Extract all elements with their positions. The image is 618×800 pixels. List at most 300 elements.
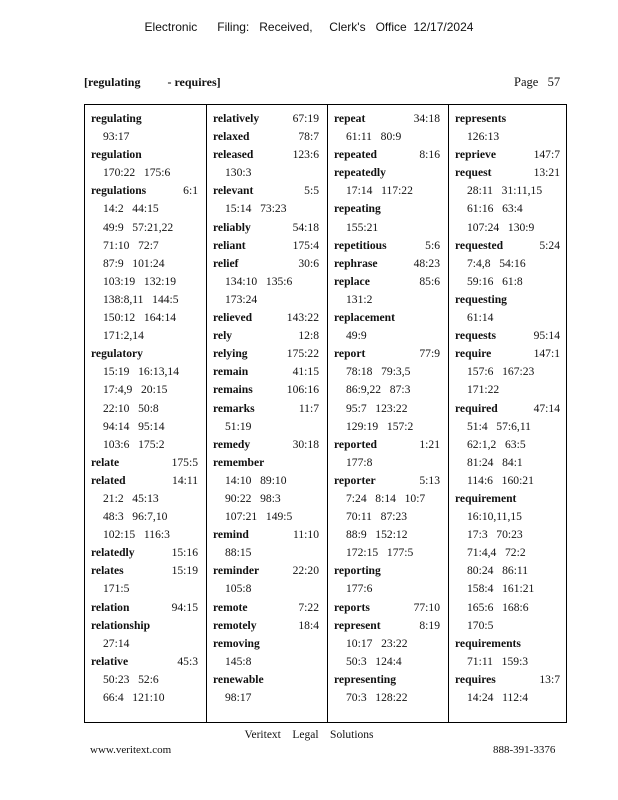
entry-headword-row [455, 671, 562, 689]
entry-headword-row [455, 110, 562, 128]
page-line-references: 102:15 116:3 [103, 528, 170, 542]
entry-headword-row [213, 327, 321, 345]
page-line-references: 177:8 [346, 455, 373, 469]
index-column-1 [85, 105, 206, 722]
index-entry [91, 182, 200, 345]
index-term: relation [91, 600, 130, 614]
index-term: requested [455, 238, 504, 252]
footer-phone: 888-391-3376 [493, 744, 556, 756]
index-term: reports [334, 600, 370, 614]
entry-headword-row [91, 182, 200, 200]
index-term: renewable [213, 672, 264, 686]
index-entry [334, 617, 442, 671]
index-term: regulation [91, 148, 142, 162]
page-line-reference: 77:9 [419, 347, 440, 361]
index-term: requests [455, 329, 497, 343]
page-number: Page 57 [514, 75, 561, 89]
page-line-reference: 18:4 [298, 618, 319, 632]
entry-headword-row [334, 255, 442, 273]
page-line-reference: 8:19 [419, 618, 440, 632]
page-line-reference: 8:16 [419, 148, 440, 162]
index-entry [213, 599, 321, 617]
page-line-references: 16:10,11,15 [467, 510, 522, 524]
entry-headword-row [91, 562, 200, 580]
page-line-references: 93:17 [103, 130, 130, 144]
page-line-references: 81:24 84:1 [467, 455, 523, 469]
index-entry [455, 635, 562, 671]
page-line-reference: 5:24 [539, 238, 560, 252]
entry-headword-row [334, 562, 442, 580]
entry-headword-row [455, 400, 562, 418]
entry-headword-row [334, 146, 442, 164]
page-line-references: 90:22 98:3 [225, 491, 281, 505]
page-line-references: 17:4,9 20:15 [103, 383, 168, 397]
page-line-reference: 67:19 [292, 112, 319, 125]
entry-headword-row [213, 617, 321, 635]
index-term: repeated [334, 148, 377, 162]
index-entry [455, 345, 562, 399]
page-line-reference: 41:15 [292, 365, 319, 379]
page-line-references: 14:2 44:15 [103, 202, 159, 216]
page-line-references: 66:4 121:10 [103, 691, 165, 704]
index-term: remains [213, 383, 253, 397]
entry-headword-row [213, 128, 321, 146]
entry-headword-row [455, 291, 562, 309]
page-line-references: 70:3 128:22 [346, 691, 408, 704]
entry-headword-row [213, 562, 321, 580]
index-term: relate [91, 455, 120, 469]
index-term: requirement [455, 491, 517, 505]
page-line-references: 59:16 61:8 [467, 274, 523, 288]
entry-headword-row [334, 164, 442, 182]
index-entry [91, 544, 200, 562]
page-line-references: 22:10 50:8 [103, 401, 159, 415]
index-entry [213, 562, 321, 598]
index-entry [334, 110, 442, 146]
index-entry [213, 363, 321, 381]
page-line-reference: 11:10 [293, 528, 319, 542]
index-entry [91, 562, 200, 598]
index-entry [334, 309, 442, 345]
page-line-references: 61:11 80:9 [346, 130, 402, 144]
index-term: relaxed [213, 130, 250, 144]
index-entry [213, 526, 321, 562]
index-entry [213, 345, 321, 363]
page-line-reference: 54:18 [292, 220, 319, 234]
page-line-reference: 22:20 [292, 564, 319, 578]
page-line-reference: 13:21 [533, 166, 560, 180]
entry-headword-row [334, 345, 442, 363]
entry-headword-row [213, 345, 321, 363]
page-line-references: 71:11 159:3 [467, 654, 529, 668]
index-term: remarks [213, 401, 255, 415]
index-term: relevant [213, 184, 254, 198]
page-line-references: 129:19 157:2 [346, 419, 414, 433]
page-line-reference: 34:18 [413, 112, 440, 125]
page-line-references: 177:6 [346, 582, 373, 596]
index-entry [334, 200, 442, 236]
index-entry [213, 255, 321, 309]
entry-headword-row [455, 146, 562, 164]
entry-headword-row [455, 490, 562, 508]
index-entry [91, 472, 200, 544]
index-term: relative [91, 654, 129, 668]
page-line-references: 170:22 175:6 [103, 166, 171, 180]
entry-headword-row [455, 345, 562, 363]
page-line-reference: 175:5 [171, 455, 198, 469]
page-line-references: 21:2 45:13 [103, 491, 159, 505]
index-entry [213, 635, 321, 671]
page-line-references: 95:7 123:22 [346, 401, 408, 415]
entry-headword-row [455, 327, 562, 345]
page-line-references: 88:9 152:12 [346, 528, 408, 542]
entry-headword-row [91, 345, 200, 363]
page-line-reference: 7:22 [298, 600, 319, 614]
page-line-references: 88:15 [225, 546, 252, 560]
page-line-references: 138:8,11 144:5 [103, 292, 179, 306]
page-line-references: 130:3 [225, 166, 252, 180]
page-line-references: 15:14 73:23 [225, 202, 287, 216]
index-term: reporter [334, 473, 376, 487]
entry-headword-row [455, 164, 562, 182]
page-line-reference: 15:19 [171, 564, 198, 578]
page-line-references: 51:4 57:6,11 [467, 419, 531, 433]
page-line-reference: 45:3 [177, 654, 198, 668]
page-line-references: 50:23 52:6 [103, 672, 159, 686]
page-line-references: 86:9,22 87:3 [346, 383, 411, 397]
index-range: [regulating - requires] [84, 75, 221, 89]
page-line-reference: 95:14 [533, 329, 560, 343]
page-line-reference: 94:15 [171, 600, 198, 614]
index-entry [213, 454, 321, 526]
entry-headword-row [91, 110, 200, 128]
entry-headword-row [334, 472, 442, 490]
index-term: relief [213, 256, 239, 270]
page-line-references: 17:14 117:22 [346, 184, 413, 198]
page-line-references: 165:6 168:6 [467, 600, 529, 614]
page-line-references: 94:14 95:14 [103, 419, 165, 433]
index-term: reliably [213, 220, 251, 234]
index-entry [213, 146, 321, 182]
page-line-references: 61:16 63:4 [467, 202, 523, 216]
page-line-reference: 1:21 [419, 437, 440, 451]
index-term: relates [91, 564, 124, 578]
index-term: related [91, 473, 126, 487]
index-term: reliant [213, 238, 246, 252]
page-line-reference: 106:16 [286, 383, 319, 397]
index-term: released [213, 148, 254, 162]
page-line-reference: 13:7 [539, 672, 560, 686]
entry-headword-row [213, 146, 321, 164]
index-term: remotely [213, 618, 257, 632]
index-term: relatively [213, 112, 260, 125]
page-line-references: 105:8 [225, 582, 252, 596]
index-term: required [455, 401, 498, 415]
entry-headword-row [455, 237, 562, 255]
entry-headword-row [334, 436, 442, 454]
index-term: require [455, 347, 492, 361]
index-term: repeatedly [334, 166, 386, 180]
index-term: repetitious [334, 238, 387, 252]
page-line-references: 71:4,4 72:2 [467, 546, 526, 560]
index-entry [213, 110, 321, 128]
index-entry [334, 237, 442, 255]
page-line-reference: 77:10 [413, 600, 440, 614]
index-term: representing [334, 672, 397, 686]
entry-headword-row [213, 381, 321, 399]
index-term: remote [213, 600, 248, 614]
page-line-reference: 30:18 [292, 437, 319, 451]
index-term: request [455, 166, 492, 180]
index-entry [455, 237, 562, 291]
index-entry [213, 309, 321, 327]
index-term: requesting [455, 292, 507, 306]
entry-headword-row [213, 255, 321, 273]
index-term: replace [334, 274, 370, 288]
page-line-reference: 175:22 [286, 347, 319, 361]
page-line-references: 17:3 70:23 [467, 528, 523, 542]
page-line-references: 145:8 [225, 654, 252, 668]
index-term: remember [213, 455, 265, 469]
page-line-reference: 85:6 [419, 274, 440, 288]
page-line-references: 131:2 [346, 292, 373, 306]
index-entry [213, 219, 321, 237]
index-term: remind [213, 528, 249, 542]
page-line-reference: 5:13 [419, 473, 440, 487]
index-term: reporting [334, 564, 381, 578]
page-line-references: 49:9 57:21,22 [103, 220, 174, 234]
page-line-references: 49:9 [346, 329, 367, 343]
index-term: removing [213, 636, 260, 650]
index-term: repeating [334, 202, 381, 216]
index-term: requirements [455, 636, 521, 650]
index-entry [334, 345, 442, 435]
page-line-reference: 11:7 [298, 401, 319, 415]
index-entry [213, 128, 321, 146]
page-line-reference: 175:4 [292, 238, 319, 252]
index-term: reported [334, 437, 377, 451]
page-line-references: 172:15 177:5 [346, 546, 414, 560]
filing-stamp: Electronic Filing: Received, Clerk's Office 12/17/2024 [144, 20, 474, 34]
index-term: relationship [91, 618, 151, 632]
page-line-references: 28:11 31:11,15 [467, 184, 543, 198]
index-entry [91, 146, 200, 182]
index-entry [91, 454, 200, 472]
page-line-references: 107:21 149:5 [225, 510, 293, 524]
page-line-references: 150:12 164:14 [103, 311, 177, 325]
page-line-reference: 14:11 [172, 473, 198, 487]
page-line-references: 157:6 167:23 [467, 365, 535, 379]
index-entry [455, 164, 562, 236]
page-line-references: 78:18 79:3,5 [346, 365, 411, 379]
page-line-references: 171:2,14 [103, 329, 144, 343]
page-line-reference: 147:7 [533, 148, 560, 162]
index-entry [334, 562, 442, 598]
entry-headword-row [334, 309, 442, 327]
page-line-references: 80:24 86:11 [467, 564, 529, 578]
index-entry [91, 345, 200, 454]
entry-headword-row [91, 454, 200, 472]
index-entry [334, 164, 442, 200]
entry-headword-row [91, 599, 200, 617]
index-term: remain [213, 365, 249, 379]
page-line-references: 134:10 135:6 [225, 274, 293, 288]
entry-headword-row [213, 237, 321, 255]
index-entry [213, 400, 321, 436]
index-entry [213, 182, 321, 218]
index-entry [455, 671, 562, 707]
page-line-reference: 47:14 [533, 401, 560, 415]
entry-headword-row [91, 472, 200, 490]
page-line-reference: 48:23 [413, 256, 440, 270]
entry-headword-row [213, 309, 321, 327]
entry-headword-row [334, 671, 442, 689]
page-line-reference: 147:1 [533, 347, 560, 361]
page-line-references: 126:13 [467, 130, 500, 144]
index-term: regulations [91, 184, 147, 198]
entry-headword-row [334, 200, 442, 218]
footer-url: www.veritext.com [90, 744, 172, 756]
index-term: requires [455, 672, 496, 686]
page-line-references: 7:24 8:14 10:7 [346, 491, 426, 505]
page-line-references: 155:21 [346, 220, 379, 234]
index-entry [334, 436, 442, 472]
index-term: rephrase [334, 256, 378, 270]
index-entry [334, 599, 442, 617]
page-line-references: 7:4,8 54:16 [467, 256, 526, 270]
page-line-references: 50:3 124:4 [346, 654, 402, 668]
page-line-references: 103:6 175:2 [103, 437, 165, 451]
index-entry [455, 110, 562, 146]
index-entry [213, 237, 321, 255]
entry-headword-row [213, 400, 321, 418]
entry-headword-row [213, 182, 321, 200]
entry-headword-row [334, 237, 442, 255]
page-line-references: 15:19 16:13,14 [103, 365, 180, 379]
index-entry [91, 653, 200, 707]
page-line-references: 87:9 101:24 [103, 256, 165, 270]
page-line-reference: 30:6 [298, 256, 319, 270]
index-term: represent [334, 618, 381, 632]
index-entry [334, 273, 442, 309]
entry-headword-row [91, 544, 200, 562]
index-entry [455, 327, 562, 345]
page-line-references: 14:10 89:10 [225, 473, 287, 487]
index-entry [213, 381, 321, 399]
page-line-references: 158:4 161:21 [467, 582, 535, 596]
entry-headword-row [213, 363, 321, 381]
index-term: relatedly [91, 546, 135, 560]
index-entry [91, 599, 200, 617]
page-line-references: 48:3 96:7,10 [103, 510, 168, 524]
page-line-reference: 5:6 [425, 238, 440, 252]
index-term: relying [213, 347, 248, 361]
page-line-references: 62:1,2 63:5 [467, 437, 526, 451]
entry-headword-row [91, 617, 200, 635]
footer-company: Veritext Legal Solutions [244, 729, 374, 741]
page-line-references: 27:14 [103, 636, 130, 650]
entry-headword-row [91, 653, 200, 671]
index-entry [455, 490, 562, 635]
page-line-reference: 123:6 [292, 148, 319, 162]
index-entry [334, 255, 442, 273]
entry-headword-row [213, 599, 321, 617]
page-line-reference: 78:7 [298, 130, 319, 144]
page-line-references: 170:5 [467, 618, 494, 632]
index-entry [455, 146, 562, 164]
entry-headword-row [334, 273, 442, 291]
index-entry [213, 327, 321, 345]
index-term: regulating [91, 112, 142, 125]
page-line-references: 173:24 [225, 292, 258, 306]
index-entry [91, 617, 200, 653]
entry-headword-row [213, 219, 321, 237]
index-entry [213, 671, 321, 707]
index-term: report [334, 347, 366, 361]
index-entry [91, 110, 200, 146]
page-line-references: 51:19 [225, 419, 252, 433]
index-entry [334, 671, 442, 707]
index-entry [455, 291, 562, 327]
page-line-reference: 12:8 [298, 329, 319, 343]
page-line-references: 14:24 112:4 [467, 691, 529, 704]
index-term: replacement [334, 311, 395, 325]
index-term: reprieve [455, 148, 496, 162]
page-line-references: 71:10 72:7 [103, 238, 159, 252]
page-line-reference: 15:16 [171, 546, 198, 560]
page-line-references: 103:19 132:19 [103, 274, 177, 288]
entry-headword-row [213, 454, 321, 472]
index-term: relieved [213, 311, 253, 325]
index-entry [334, 146, 442, 164]
entry-headword-row [213, 526, 321, 544]
page-line-references: 114:6 160:21 [467, 473, 534, 487]
entry-headword-row [213, 436, 321, 454]
index-term: repeat [334, 112, 366, 125]
index-term: reminder [213, 564, 260, 578]
entry-headword-row [91, 146, 200, 164]
page-line-references: 10:17 23:22 [346, 636, 408, 650]
entry-headword-row [213, 110, 321, 128]
entry-headword-row [455, 635, 562, 653]
index-term: rely [213, 329, 233, 343]
page-line-reference: 143:22 [286, 311, 319, 325]
page-line-references: 171:5 [103, 582, 130, 596]
index-column-2 [206, 105, 327, 722]
index-column-3 [327, 105, 448, 722]
page-line-references: 98:17 [225, 691, 252, 704]
page-line-reference: 6:1 [183, 184, 198, 198]
index-entry [213, 436, 321, 454]
index-entry [455, 400, 562, 490]
entry-headword-row [213, 671, 321, 689]
page-line-references: 171:22 [467, 383, 500, 397]
index-table [84, 104, 567, 723]
index-term: regulatory [91, 347, 143, 361]
entry-headword-row [213, 635, 321, 653]
entry-headword-row [334, 599, 442, 617]
index-entry [213, 617, 321, 635]
index-entry [334, 472, 442, 562]
index-term: represents [455, 112, 507, 125]
page-line-references: 107:24 130:9 [467, 220, 535, 234]
index-term: remedy [213, 437, 251, 451]
index-column-4 [448, 105, 568, 722]
entry-headword-row [334, 110, 442, 128]
page-line-references: 70:11 87:23 [346, 510, 408, 524]
page-line-reference: 5:5 [304, 184, 319, 198]
entry-headword-row [334, 617, 442, 635]
